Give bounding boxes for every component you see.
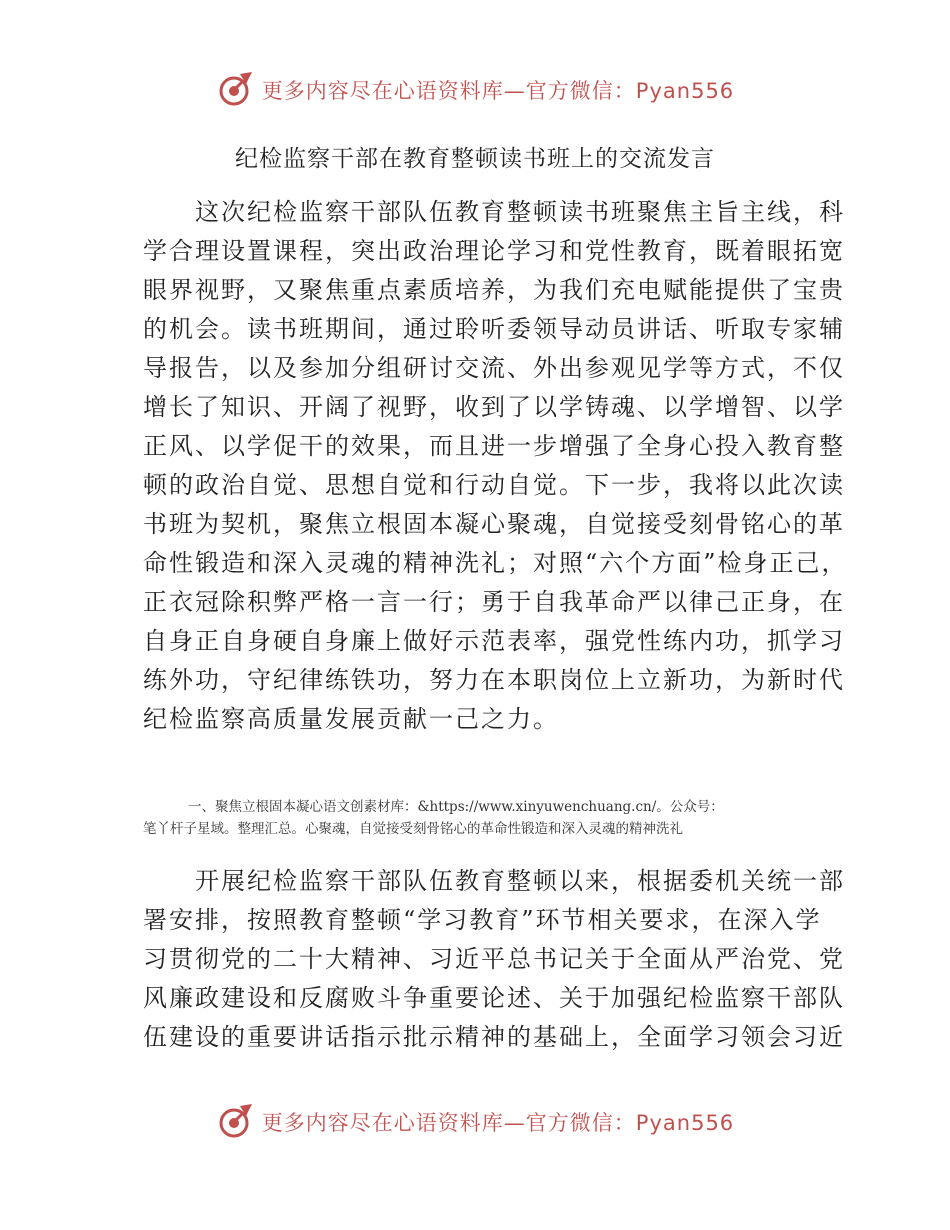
text-line: 习贯彻党的二十大精神、习近平总书记关于全面从严治党、党 [143,945,845,973]
watermark-banner-top [0,65,950,115]
text-line: 书班为契机，聚焦立根固本凝心聚魂，自觉接受刻骨铭心的革 [143,510,845,538]
text-line: 眼界视野，又聚焦重点素质培养，为我们充电赋能提供了宝贵 [143,276,845,304]
document-title: 纪检监察干部在教育整顿读书班上的交流发言 [235,146,715,172]
text-line: 的机会。读书班期间，通过聆听委领导动员讲话、听取专家辅 [143,315,845,343]
watermark-text: 更多内容尽在心语资料库—官方微信：Pyan556 [261,79,735,103]
paragraph-2 [143,862,845,1057]
text-line: 开展纪检监察干部队伍教育整顿以来，根据委机关统一部 [143,867,845,895]
section-heading [143,796,833,840]
section-heading-line: 笔丫杆子星域。整理汇总。心聚魂，自觉接受刻骨铭心的革命性锻造和深入灵魂的精神洗礼 [143,821,683,837]
text-line: 正衣冠除积弊严格一言一行；勇于自我革命严以律己正身，在 [143,588,845,616]
text-line: 自身正自身硬自身廉上做好示范表率，强党性练内功，抓学习 [143,627,845,655]
text-line: 增长了知识、开阔了视野，收到了以学铸魂、以学增智、以学 [143,393,845,421]
brush-logo-icon [216,1102,256,1142]
paragraph-1 [143,193,848,739]
text-line: 伍建设的重要讲话指示批示精神的基础上，全面学习领会习近 [143,1023,845,1051]
text-line: 正风、以学促干的效果，而且进一步增强了全身心投入教育整 [143,432,845,460]
text-line: 顿的政治自觉、思想自觉和行动自觉。下一步，我将以此次读 [143,471,845,499]
text-line: 导报告，以及参加分组研讨交流、外出参观见学等方式，不仅 [143,354,845,382]
text-line: 纪检监察高质量发展贡献一己之力。 [143,705,559,733]
text-line: 练外功，守纪律练铁功，努力在本职岗位上立新功，为新时代 [143,666,845,694]
text-line: 风廉政建设和反腐败斗争重要论述、关于加强纪检监察干部队 [143,984,845,1012]
section-heading-line: 一、聚焦立根固本凝心语文创素材库：&https://www.xinyuwenchuang.cn/。公众号： [188,799,724,815]
text-line: 署安排，按照教育整顿“学习教育”环节相关要求，在深入学 [143,906,822,934]
watermark-text: 更多内容尽在心语资料库—官方微信：Pyan556 [261,1111,735,1135]
text-line: 这次纪检监察干部队伍教育整顿读书班聚焦主旨主线，科 [143,198,845,226]
watermark-banner-bottom [0,1097,950,1147]
text-line: 学合理设置课程，突出政治理论学习和党性教育，既着眼拓宽 [143,237,845,265]
text-line: 命性锻造和深入灵魂的精神洗礼；对照“六个方面”检身正己， [143,549,848,577]
brush-logo-icon [216,70,256,110]
